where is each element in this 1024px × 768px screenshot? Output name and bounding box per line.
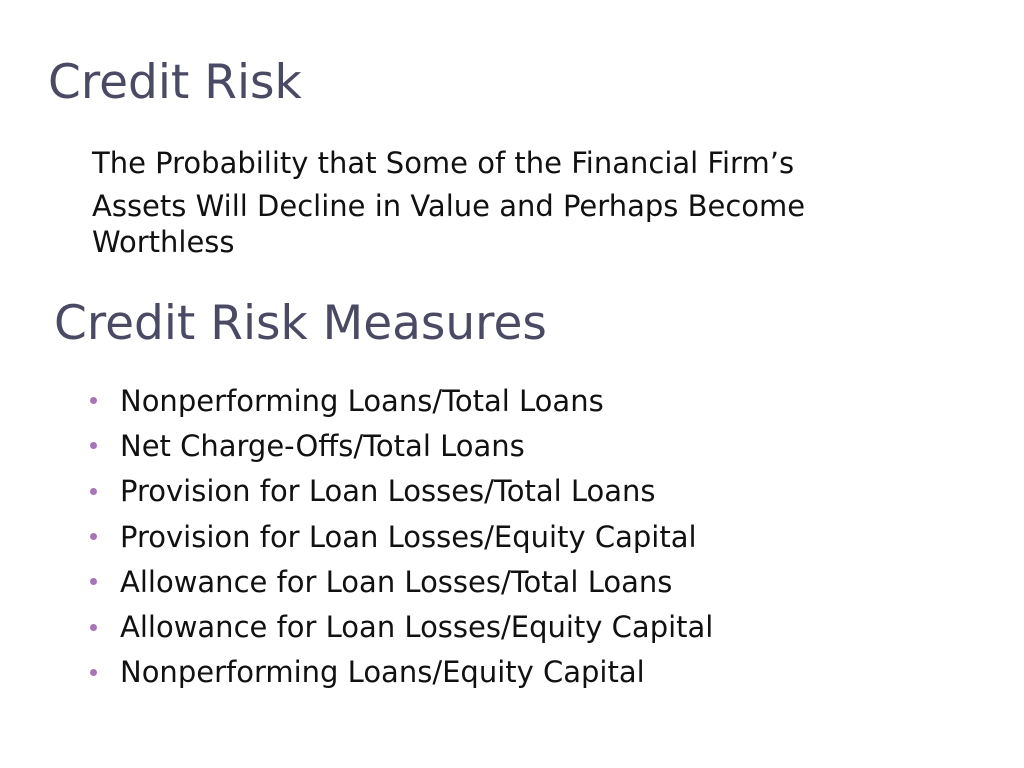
- list-item-label: Nonperforming Loans/Equity Capital: [120, 655, 645, 690]
- list-item: [90, 378, 713, 423]
- definition-text: [92, 145, 952, 259]
- bullet-icon: [90, 488, 97, 495]
- definition-line: The Probability that Some of the Financial Firm’s: [92, 146, 795, 180]
- bullet-icon: [90, 533, 97, 540]
- list-item: [90, 559, 713, 604]
- measures-list: [90, 378, 713, 695]
- definition-line: Assets Will Decline in Value and Perhaps Become: [92, 189, 806, 223]
- list-item-label: Nonperforming Loans/Total Loans: [120, 383, 604, 418]
- bullet-icon: [90, 397, 97, 404]
- list-item: [90, 650, 713, 695]
- bullet-icon: [90, 624, 97, 631]
- definition-line: Worthless: [92, 225, 235, 259]
- list-item: [90, 469, 713, 514]
- list-item: [90, 423, 713, 468]
- list-item-label: Provision for Loan Losses/Total Loans: [120, 474, 656, 509]
- bullet-icon: [90, 669, 97, 676]
- list-item-label: Allowance for Loan Losses/Total Loans: [120, 564, 673, 599]
- list-item: [90, 514, 713, 559]
- section-title: Credit Risk Measures: [54, 296, 547, 351]
- list-item-label: Provision for Loan Losses/Equity Capital: [120, 519, 697, 554]
- bullet-icon: [90, 442, 97, 449]
- bullet-icon: [90, 578, 97, 585]
- list-item-label: Net Charge-Offs/Total Loans: [120, 428, 525, 463]
- slide-title: Credit Risk: [48, 55, 302, 110]
- list-item: [90, 604, 713, 649]
- list-item-label: Allowance for Loan Losses/Equity Capital: [120, 610, 714, 645]
